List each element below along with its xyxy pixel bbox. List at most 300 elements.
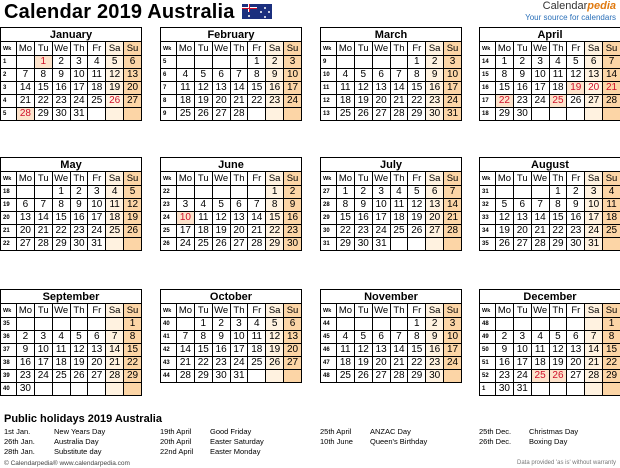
day-cell [88, 318, 106, 331]
month-january [0, 27, 142, 121]
day-cell: 6 [426, 186, 444, 199]
day-cell [549, 108, 567, 121]
page-title: Calendar 2019 Australia [4, 1, 235, 23]
weekday-label: Tu [34, 304, 52, 318]
week-row [1, 199, 142, 212]
week-number: 44 [161, 370, 177, 383]
day-cell [426, 238, 444, 251]
weekday-header-row [161, 172, 302, 186]
day-cell: 2 [513, 56, 531, 69]
day-cell [337, 318, 355, 331]
day-cell [124, 108, 142, 121]
holiday-entry [320, 437, 427, 447]
weekday-header-row [321, 304, 462, 318]
day-cell: 25 [549, 95, 567, 108]
day-cell [567, 108, 585, 121]
day-cell: 31 [88, 238, 106, 251]
weekday-label: Tu [513, 304, 531, 318]
day-cell: 24 [88, 225, 106, 238]
day-cell: 30 [496, 383, 514, 396]
day-cell: 25 [337, 108, 355, 121]
day-cell: 29 [34, 108, 52, 121]
weekday-label: We [374, 172, 389, 184]
day-cell: 10 [177, 212, 195, 225]
day-cell [284, 370, 302, 383]
day-cell: 20 [372, 95, 390, 108]
day-cell: 11 [88, 69, 106, 82]
weekday-label: Sa [585, 42, 603, 56]
weekday-label: Wk [321, 172, 337, 186]
day-cell: 24 [34, 370, 52, 383]
holiday-column [4, 427, 105, 457]
day-cell [585, 383, 603, 396]
week-row [480, 108, 620, 121]
day-cell: 10 [70, 69, 88, 82]
day-cell: 16 [52, 82, 70, 95]
month-table [320, 41, 462, 121]
day-cell: 1 [408, 318, 426, 331]
weekday-label: Th [549, 42, 567, 56]
week-row [1, 108, 142, 121]
day-cell: 24 [444, 95, 462, 108]
day-cell: 3 [284, 56, 302, 69]
day-cell: 1 [194, 318, 212, 331]
day-cell: 16 [212, 344, 230, 357]
day-cell: 20 [212, 95, 230, 108]
weekday-label: Fr [567, 172, 585, 186]
week-row [161, 344, 302, 357]
day-cell: 21 [248, 225, 266, 238]
day-cell: 15 [34, 82, 52, 95]
holiday-name: Australia Day [54, 437, 99, 446]
day-cell: 7 [585, 331, 603, 344]
weekday-label: Fr [88, 304, 106, 318]
day-cell: 15 [124, 344, 142, 357]
day-cell: 18 [337, 357, 355, 370]
weekday-label: Sa [266, 42, 284, 56]
day-cell: 9 [266, 69, 284, 82]
week-row [480, 82, 620, 95]
day-cell: 11 [106, 199, 124, 212]
month-name: June [160, 157, 302, 171]
week-number: 5 [161, 56, 177, 69]
day-cell [34, 318, 52, 331]
weekday-label: Th [70, 304, 88, 318]
holiday-date: 10th June [320, 437, 353, 446]
day-cell: 5 [354, 331, 372, 344]
weekday-label: Wk [480, 172, 496, 186]
day-cell: 12 [354, 344, 372, 357]
week-row [321, 82, 462, 95]
day-cell: 6 [372, 331, 390, 344]
day-cell: 10 [444, 331, 462, 344]
weekday-label: We [374, 304, 389, 316]
day-cell: 18 [177, 95, 195, 108]
day-cell: 11 [390, 199, 408, 212]
weekday-label: Tu [354, 172, 372, 186]
weekday-label: Mo [496, 172, 514, 186]
month-table [160, 171, 302, 251]
day-cell: 26 [124, 225, 142, 238]
week-number: 12 [321, 95, 337, 108]
day-cell: 5 [106, 56, 124, 69]
day-cell: 9 [496, 344, 514, 357]
day-cell: 22 [408, 95, 426, 108]
day-cell: 19 [567, 82, 585, 95]
week-number: 19 [1, 199, 17, 212]
day-cell: 14 [17, 82, 35, 95]
weekday-label: Tu [34, 42, 52, 56]
weekday-label: Mo [337, 304, 355, 318]
day-cell: 8 [408, 69, 426, 82]
day-cell: 6 [212, 69, 230, 82]
holiday-date: 20th April [160, 437, 192, 446]
day-cell: 25 [177, 108, 195, 121]
day-cell: 21 [444, 212, 462, 225]
day-cell [194, 56, 212, 69]
week-number: 35 [480, 238, 496, 251]
weekday-label: Su [284, 172, 302, 186]
weekday-label: We [374, 42, 389, 54]
day-cell: 3 [444, 318, 462, 331]
day-cell: 17 [88, 212, 106, 225]
weekday-label: Tu [194, 172, 212, 186]
month-name: August [479, 157, 620, 171]
day-cell: 30 [513, 108, 531, 121]
day-cell [52, 318, 70, 331]
week-number: 40 [1, 383, 17, 396]
weekday-label: Mo [17, 172, 35, 186]
day-cell: 27 [212, 108, 230, 121]
weekday-label: Fr [248, 42, 266, 56]
day-cell: 23 [354, 225, 372, 238]
weekday-label: Th [230, 304, 248, 318]
day-cell [106, 318, 124, 331]
weekday-header-row [161, 42, 302, 56]
day-cell: 16 [17, 357, 35, 370]
day-cell: 5 [212, 199, 230, 212]
weekday-label: Sa [266, 172, 284, 186]
weekday-label: Su [124, 42, 142, 56]
weekday-label: Mo [177, 172, 195, 186]
day-cell: 23 [426, 95, 444, 108]
weekday-label: Mo [337, 172, 355, 186]
day-cell: 23 [284, 225, 302, 238]
day-cell: 11 [337, 344, 355, 357]
week-row [161, 82, 302, 95]
day-cell: 31 [513, 383, 531, 396]
day-cell: 6 [513, 199, 531, 212]
day-cell: 20 [513, 225, 531, 238]
week-row [321, 370, 462, 383]
week-number: 15 [480, 69, 496, 82]
day-cell: 28 [444, 225, 462, 238]
holiday-date: 1st Jan. [4, 427, 31, 436]
day-cell: 24 [230, 357, 248, 370]
day-cell: 15 [603, 344, 620, 357]
day-cell: 27 [88, 370, 106, 383]
day-cell: 12 [496, 212, 514, 225]
day-cell: 14 [248, 212, 266, 225]
day-cell: 8 [549, 199, 567, 212]
day-cell: 19 [549, 357, 567, 370]
day-cell: 16 [266, 82, 284, 95]
week-row [161, 199, 302, 212]
holiday-column [479, 427, 578, 447]
month-table [320, 171, 462, 251]
day-cell: 27 [426, 225, 444, 238]
week-number: 26 [161, 238, 177, 251]
day-cell: 16 [426, 82, 444, 95]
day-cell [17, 186, 35, 199]
day-cell [408, 238, 426, 251]
holiday-column [320, 427, 427, 447]
week-number: 11 [321, 82, 337, 95]
weekday-label: We [54, 304, 69, 316]
holiday-name: Substitute day [54, 447, 102, 456]
weekday-header-row [161, 304, 302, 318]
weekday-label: Sa [266, 304, 284, 318]
day-cell: 21 [531, 225, 549, 238]
day-cell [106, 238, 124, 251]
weekday-label: Sa [426, 304, 444, 318]
day-cell: 15 [496, 82, 514, 95]
day-cell [34, 383, 52, 396]
day-cell: 3 [444, 56, 462, 69]
day-cell: 19 [194, 95, 212, 108]
holiday-entry [4, 447, 105, 457]
day-cell: 10 [88, 199, 106, 212]
day-cell: 15 [549, 212, 567, 225]
day-cell: 25 [106, 225, 124, 238]
day-cell: 9 [52, 69, 70, 82]
day-cell [603, 108, 620, 121]
week-number: 42 [161, 344, 177, 357]
day-cell: 22 [52, 225, 70, 238]
holiday-date: 26th Jan. [4, 437, 35, 446]
day-cell: 2 [212, 318, 230, 331]
day-cell: 21 [230, 95, 248, 108]
day-cell: 23 [52, 95, 70, 108]
day-cell [513, 318, 531, 331]
day-cell: 17 [444, 344, 462, 357]
day-cell: 27 [284, 357, 302, 370]
weekday-label: Th [70, 42, 88, 56]
day-cell [549, 318, 567, 331]
day-cell: 30 [567, 238, 585, 251]
day-cell: 22 [124, 357, 142, 370]
day-cell [390, 318, 408, 331]
day-cell: 11 [531, 344, 549, 357]
day-cell: 17 [230, 344, 248, 357]
day-cell: 22 [337, 225, 355, 238]
day-cell: 17 [531, 82, 549, 95]
day-cell: 1 [266, 186, 284, 199]
week-number: 16 [480, 82, 496, 95]
weekday-label: Th [549, 172, 567, 186]
day-cell: 29 [266, 238, 284, 251]
day-cell: 21 [390, 357, 408, 370]
day-cell: 28 [106, 370, 124, 383]
day-cell: 23 [17, 370, 35, 383]
day-cell [52, 383, 70, 396]
day-cell: 24 [444, 357, 462, 370]
day-cell: 25 [52, 370, 70, 383]
day-cell: 12 [408, 199, 426, 212]
day-cell: 29 [194, 370, 212, 383]
day-cell: 1 [34, 56, 52, 69]
weekday-label: Wk [161, 42, 177, 56]
day-cell: 29 [124, 370, 142, 383]
week-row [321, 95, 462, 108]
week-number: 48 [480, 318, 496, 331]
day-cell: 8 [337, 199, 355, 212]
day-cell: 20 [372, 357, 390, 370]
day-cell: 8 [124, 331, 142, 344]
week-row [321, 108, 462, 121]
day-cell: 24 [372, 225, 390, 238]
day-cell [212, 56, 230, 69]
day-cell: 19 [212, 225, 230, 238]
day-cell: 2 [17, 331, 35, 344]
holiday-entry [4, 427, 105, 437]
weekday-label: Fr [248, 172, 266, 186]
logo-tagline: Your source for calendars [525, 13, 616, 22]
day-cell: 5 [354, 69, 372, 82]
weekday-header-row [321, 42, 462, 56]
day-cell: 19 [354, 95, 372, 108]
day-cell: 31 [70, 108, 88, 121]
day-cell [390, 56, 408, 69]
weekday-label: Mo [17, 304, 35, 318]
day-cell: 4 [88, 56, 106, 69]
day-cell: 31 [585, 238, 603, 251]
day-cell: 4 [531, 331, 549, 344]
weekday-label: Tu [194, 42, 212, 56]
day-cell: 20 [284, 344, 302, 357]
calendarpedia-logo[interactable] [525, 1, 616, 23]
month-april [479, 27, 620, 121]
day-cell: 25 [248, 357, 266, 370]
day-cell: 28 [603, 95, 620, 108]
day-cell: 17 [70, 82, 88, 95]
day-cell: 2 [496, 331, 514, 344]
month-name: March [320, 27, 462, 41]
day-cell: 13 [426, 199, 444, 212]
week-number: 49 [480, 331, 496, 344]
day-cell: 7 [177, 331, 195, 344]
day-cell: 31 [372, 238, 390, 251]
day-cell: 5 [194, 69, 212, 82]
day-cell: 16 [354, 212, 372, 225]
day-cell: 4 [549, 56, 567, 69]
weekday-label: Su [444, 304, 462, 318]
day-cell: 13 [230, 212, 248, 225]
week-row [1, 82, 142, 95]
day-cell: 29 [408, 108, 426, 121]
day-cell [70, 318, 88, 331]
day-cell: 12 [266, 331, 284, 344]
day-cell: 17 [284, 82, 302, 95]
week-number: 44 [321, 318, 337, 331]
day-cell: 8 [52, 199, 70, 212]
day-cell: 26 [496, 238, 514, 251]
day-cell: 1 [408, 56, 426, 69]
day-cell: 29 [337, 238, 355, 251]
week-number: 40 [161, 318, 177, 331]
day-cell: 4 [106, 186, 124, 199]
day-cell: 18 [248, 344, 266, 357]
week-row [480, 357, 620, 370]
day-cell [354, 56, 372, 69]
week-row [161, 238, 302, 251]
month-august [479, 157, 620, 251]
day-cell: 11 [337, 82, 355, 95]
day-cell [212, 186, 230, 199]
day-cell: 31 [444, 108, 462, 121]
weekday-label: Su [284, 42, 302, 56]
day-cell: 26 [194, 108, 212, 121]
day-cell: 8 [248, 69, 266, 82]
weekday-label: We [533, 172, 548, 184]
day-cell [496, 318, 514, 331]
weekday-label: Su [284, 304, 302, 318]
week-row [1, 331, 142, 344]
holiday-date: 26th Dec. [479, 437, 512, 446]
week-number: 28 [321, 199, 337, 212]
weekday-label: We [533, 42, 548, 54]
weekday-label: Tu [513, 42, 531, 56]
holiday-date: 19th April [160, 427, 192, 436]
month-march [320, 27, 462, 121]
day-cell: 13 [88, 344, 106, 357]
day-cell: 13 [17, 212, 35, 225]
day-cell: 13 [124, 69, 142, 82]
day-cell: 5 [567, 56, 585, 69]
day-cell: 14 [603, 69, 620, 82]
day-cell [230, 186, 248, 199]
day-cell: 14 [230, 82, 248, 95]
day-cell: 20 [567, 357, 585, 370]
day-cell [513, 186, 531, 199]
day-cell [531, 318, 549, 331]
holiday-entry [479, 427, 578, 437]
weekday-label: Th [390, 172, 408, 186]
week-row [161, 56, 302, 69]
week-row [161, 212, 302, 225]
weekday-label: Fr [88, 42, 106, 56]
holiday-name: Boxing Day [529, 437, 568, 446]
weekday-label: Fr [408, 42, 426, 56]
day-cell [106, 383, 124, 396]
week-row [1, 95, 142, 108]
day-cell [444, 370, 462, 383]
day-cell: 2 [52, 56, 70, 69]
day-cell [70, 383, 88, 396]
day-cell: 30 [70, 238, 88, 251]
day-cell [284, 108, 302, 121]
month-december [479, 289, 620, 396]
day-cell: 8 [34, 69, 52, 82]
day-cell: 7 [444, 186, 462, 199]
week-row [480, 56, 620, 69]
month-name: April [479, 27, 620, 41]
day-cell: 21 [106, 357, 124, 370]
day-cell: 26 [70, 370, 88, 383]
weekday-label: Mo [496, 304, 514, 318]
month-table [479, 303, 620, 396]
day-cell: 19 [124, 212, 142, 225]
